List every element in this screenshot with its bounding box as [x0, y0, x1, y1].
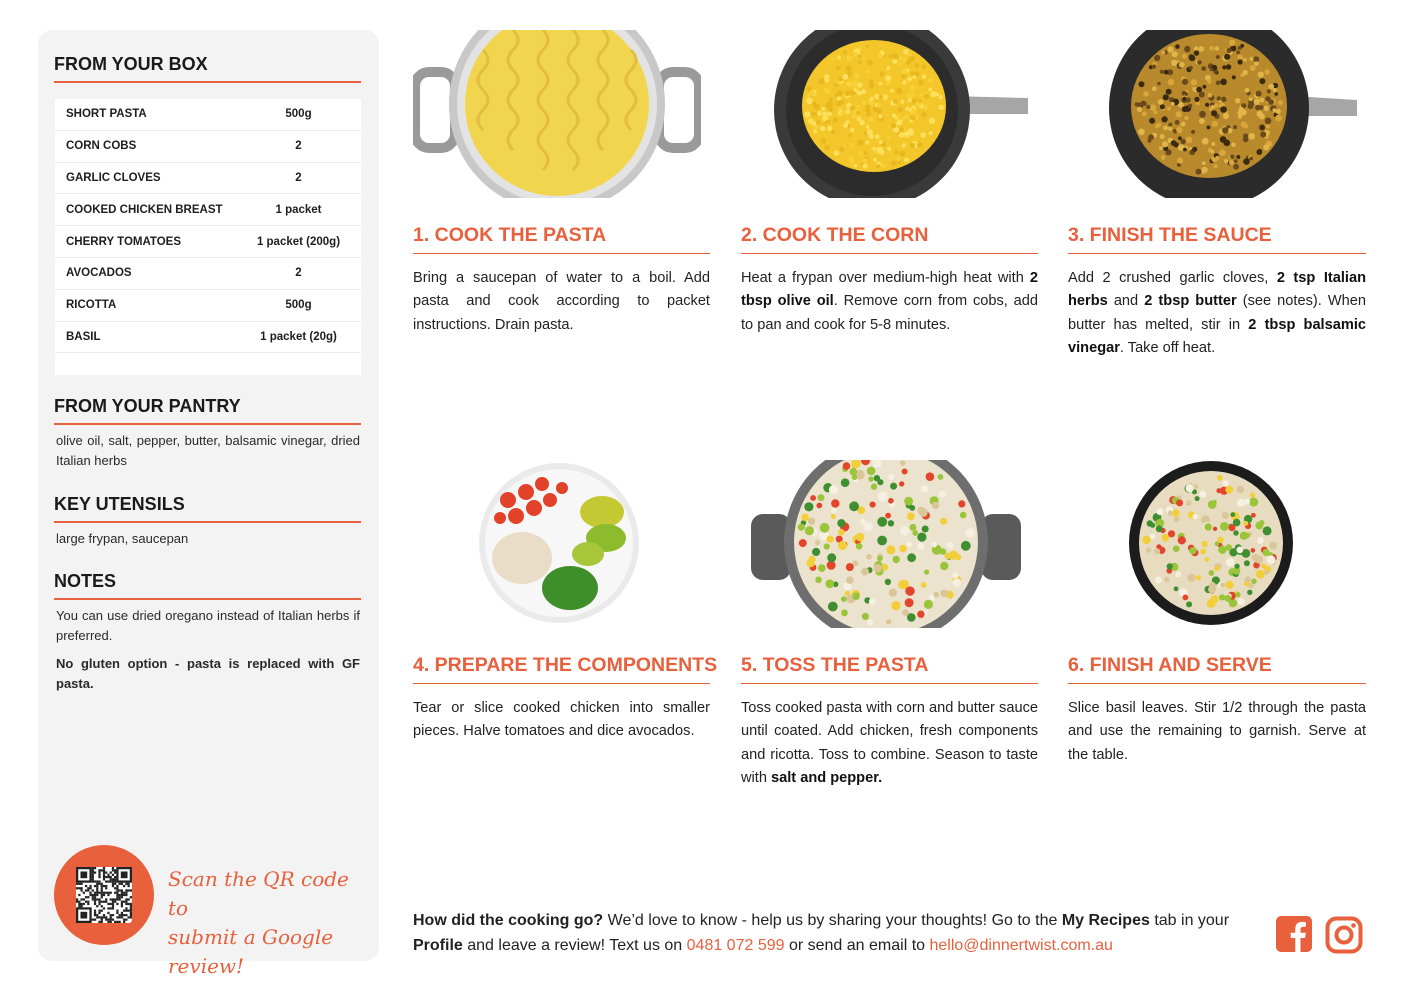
ingredient-name: SHORT PASTA [66, 108, 147, 121]
instagram-icon[interactable] [1325, 916, 1363, 954]
step-6-finished-dish-image [1128, 460, 1294, 626]
notes-text: You can use dried oregano instead of Italian herbs if preferred. [56, 608, 360, 643]
step-text-part: (see notes). When butter has melted, stir in [1068, 293, 1366, 333]
step-4-components-plate-image [478, 460, 640, 626]
step-text-part: Add 2 crushed garlic cloves, [1068, 270, 1277, 286]
step-text-part: Bring a saucepan of water to a boil. Add pasta and cook according to packet instructions. Drain pasta. [413, 270, 710, 333]
gluten-free-note: No gluten option - pasta is replaced with GF pasta. [56, 656, 360, 691]
ingredient-quantity: 500g [285, 108, 312, 121]
qr-caption-line2: submit a Google review! [168, 925, 334, 978]
ingredient-row [55, 290, 361, 322]
phone-link[interactable]: 0481 072 599 [686, 937, 785, 954]
ingredient-quantity: 2 [295, 171, 302, 184]
ingredient-row [55, 131, 361, 163]
from-your-pantry-heading: FROM YOUR PANTRY [54, 396, 361, 425]
feedback-question: How did the cooking go? [413, 912, 604, 929]
step-3-text [1068, 267, 1366, 361]
facebook-icon[interactable] [1276, 916, 1312, 952]
step-4-text [413, 697, 710, 744]
ingredient-row [55, 99, 361, 131]
qr-caption [168, 865, 368, 981]
step-text-part: Slice basil leaves. Stir 1/2 through the pasta and use the remaining to garnish. Serve at the table. [1068, 700, 1366, 763]
footer-text-3: and leave a review! Text us on [462, 937, 687, 954]
step-2-corn-pan-image [770, 30, 1030, 198]
step-6-title: 6. FINISH AND SERVE [1068, 654, 1366, 684]
step-text-bold: 2 tbsp olive oil [741, 270, 1038, 310]
step-2-title: 2. COOK THE CORN [741, 224, 1038, 254]
qr-caption-line1: Scan the QR code to [168, 867, 349, 920]
ingredient-row [55, 194, 361, 226]
ingredients-table [55, 99, 361, 375]
step-text-part: Tear or slice cooked chicken into smaller pieces. Halve tomatoes and dice avocados. [413, 700, 710, 740]
step-text-part: Heat a frypan over medium-high heat with [741, 270, 1030, 286]
from-your-box-heading: FROM YOUR BOX [54, 54, 361, 83]
ingredient-name: GARLIC CLOVES [66, 171, 161, 184]
ingredient-name: BASIL [66, 330, 101, 343]
profile-label: Profile [413, 937, 463, 954]
ingredient-row [55, 226, 361, 258]
ingredient-quantity: 2 [295, 267, 302, 280]
step-text-bold: 2 tbsp balsamic vinegar [1068, 316, 1366, 357]
step-text-part: Toss cooked pasta with corn and butter sauce until coated. Add chicken, fresh components and ricotta. Toss to combine. Season to taste with [741, 700, 1038, 787]
footer-text-4: or send an email to [784, 937, 930, 954]
footer-text-1: We’d love to know - help us by sharing your thoughts! Go to the [603, 912, 1062, 929]
key-utensils-heading: KEY UTENSILS [54, 494, 361, 523]
ingredient-row [55, 322, 361, 354]
ingredient-name: CHERRY TOMATOES [66, 235, 182, 248]
step-text-bold: 2 tsp Italian herbs [1068, 270, 1366, 310]
ingredient-quantity: 1 packet (200g) [256, 235, 341, 248]
qr-code[interactable] [76, 867, 132, 923]
step-5-title: 5. TOSS THE PASTA [741, 654, 1038, 684]
sidebar [38, 30, 379, 978]
ingredient-row [55, 258, 361, 290]
step-1-title: 1. COOK THE PASTA [413, 224, 710, 254]
ingredient-quantity: 1 packet [275, 203, 322, 216]
utensils-text: large frypan, saucepan [56, 531, 189, 546]
notes-heading: NOTES [54, 571, 361, 600]
step-1-text [413, 267, 710, 337]
step-1-pasta-pot-image [413, 30, 701, 198]
step-3-sauce-pan-image [1105, 30, 1357, 198]
pantry-text: olive oil, salt, pepper, butter, balsamic vinegar, dried Italian herbs [56, 433, 360, 468]
ingredient-quantity: 2 [295, 140, 302, 153]
step-text-bold: salt and pepper. [771, 770, 883, 787]
step-5-text [741, 697, 1038, 791]
ingredient-quantity: 500g [285, 299, 312, 312]
my-recipes-label: My Recipes [1061, 912, 1150, 929]
step-text-part: and [1107, 293, 1145, 310]
qr-badge[interactable] [54, 845, 154, 945]
step-5-tossed-pasta-image [749, 460, 1023, 628]
ingredient-quantity: 1 packet (20g) [260, 330, 337, 343]
step-text-part: . Take off heat. [1119, 340, 1216, 357]
ingredient-name: AVOCADOS [66, 267, 132, 280]
feedback-footer [413, 908, 1263, 958]
ingredient-name: CORN COBS [66, 140, 137, 153]
step-text-bold: 2 tbsp butter [1144, 293, 1237, 310]
ingredient-name: RICOTTA [66, 299, 117, 312]
footer-text-2: tab in your [1149, 912, 1230, 929]
step-2-text [741, 267, 1038, 337]
step-6-text [1068, 697, 1366, 767]
step-text-part: . Remove corn from cobs, add to pan and cook for 5-8 minutes. [741, 293, 1038, 333]
step-4-title: 4. PREPARE THE COMPONENTS [413, 654, 710, 684]
email-link[interactable]: hello@dinnertwist.com.au [929, 937, 1113, 954]
ingredient-row [55, 163, 361, 195]
ingredient-name: COOKED CHICKEN BREAST [66, 203, 223, 216]
step-3-title: 3. FINISH THE SAUCE [1068, 224, 1366, 254]
